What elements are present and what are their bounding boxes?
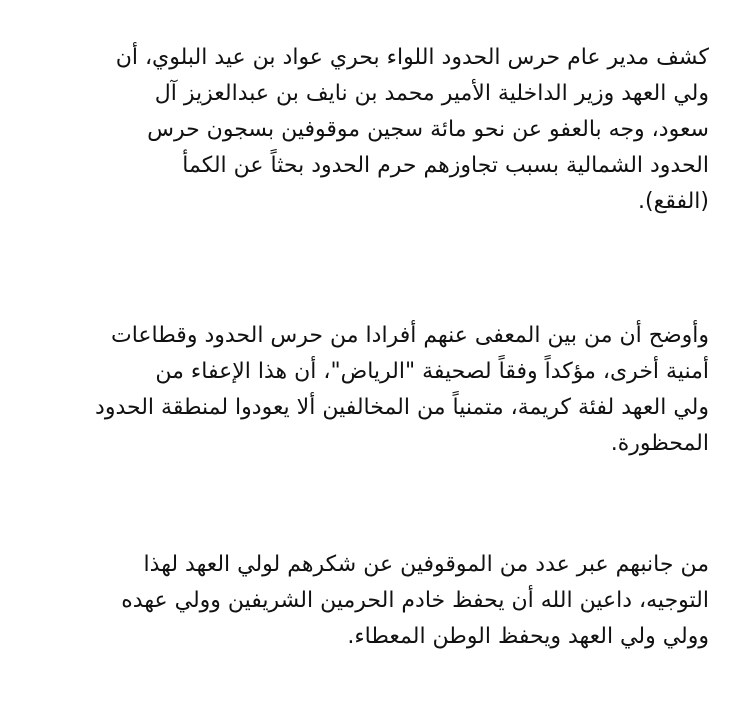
text-line: التوجيه، داعين الله أن يحفظ خادم الحرمين الشريفين وولي عهده xyxy=(121,588,709,613)
text-line: أمنية أخرى، مؤكداً وفقاً لصحيفة "الرياض"، أن هذا الإعفاء من xyxy=(155,359,709,384)
article-paragraph-1 xyxy=(40,40,709,220)
text-line: الحدود الشمالية بسبب تجاوزهم حرم الحدود بحثاً عن الكمأ xyxy=(182,153,709,178)
text-line: سعود، وجه بالعفو عن نحو مائة سجين موقوفين بسجون حرس xyxy=(147,117,709,142)
text-line: وأوضح أن من بين المعفى عنهم أفرادا من حرس الحدود وقطاعات xyxy=(111,323,709,348)
article-paragraph-3 xyxy=(40,547,709,655)
text-line: ولي العهد وزير الداخلية الأمير محمد بن نايف بن عبدالعزيز آل xyxy=(154,81,709,106)
text-line: من جانبهم عبر عدد من الموقوفين عن شكرهم لولي العهد لهذا xyxy=(143,552,709,577)
article-paragraph-2 xyxy=(40,318,709,462)
text-line: وولي ولي العهد ويحفظ الوطن المعطاء. xyxy=(347,624,709,649)
text-line: ولي العهد لفئة كريمة، متمنياً من المخالفين ألا يعودوا لمنطقة الحدود xyxy=(95,395,709,420)
text-line: كشف مدير عام حرس الحدود اللواء بحري عواد بن عيد البلوي، أن xyxy=(115,45,709,70)
text-line: (الفقع). xyxy=(638,189,709,214)
text-line: المحظورة. xyxy=(610,431,709,456)
